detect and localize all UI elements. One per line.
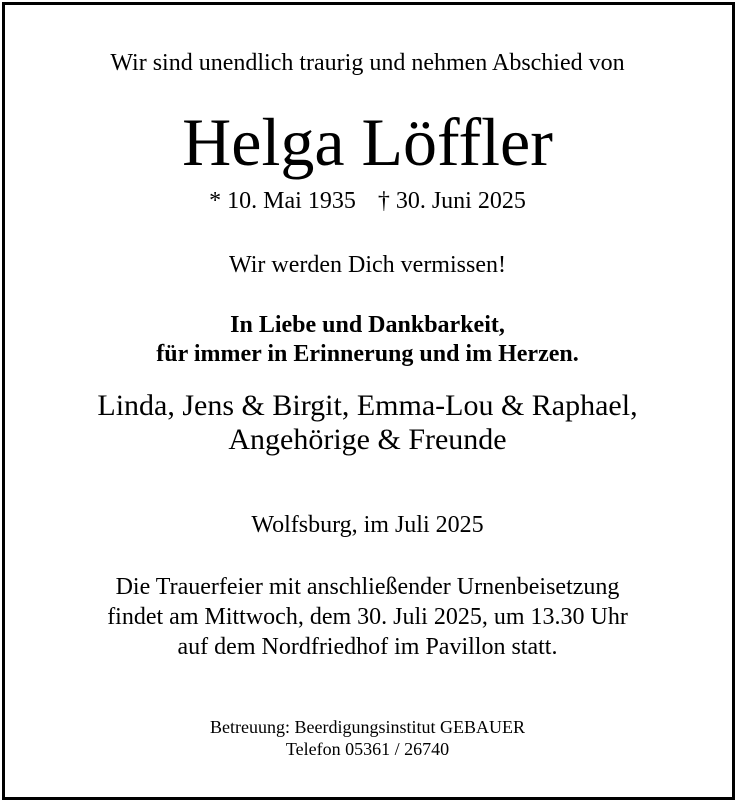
dedication-line-2: für immer in Erinnerung und im Herzen. [156, 341, 579, 367]
family-line-2: Angehörige & Freunde [228, 423, 507, 456]
place-and-date: Wolfsburg, im Juli 2025 [251, 512, 484, 538]
deceased-name: Helga Löffler [182, 104, 553, 180]
ceremony-line-2: findet am Mittwoch, dem 30. Juli 2025, um 13.30 Uhr [107, 604, 628, 630]
farewell-message: Wir werden Dich vermissen! [229, 252, 506, 278]
funeral-home-phone: Telefon 05361 / 26740 [285, 739, 450, 759]
family-line-1: Linda, Jens & Birgit, Emma-Lou & Raphael, [97, 389, 638, 422]
birth-date: * 10. Mai 1935 [209, 188, 356, 214]
death-date: † 30. Juni 2025 [377, 188, 526, 214]
dedication-line-1: In Liebe und Dankbarkeit, [230, 312, 505, 338]
ceremony-line-1: Die Trauerfeier mit anschließender Urnenbeisetzung [115, 574, 620, 600]
ceremony-line-3: auf dem Nordfriedhof im Pavillon statt. [177, 634, 558, 660]
life-dates [0, 189, 735, 213]
intro-text: Wir sind unendlich traurig und nehmen Abschied von [110, 50, 625, 76]
funeral-home: Betreuung: Beerdigungsinstitut GEBAUER [210, 717, 525, 737]
